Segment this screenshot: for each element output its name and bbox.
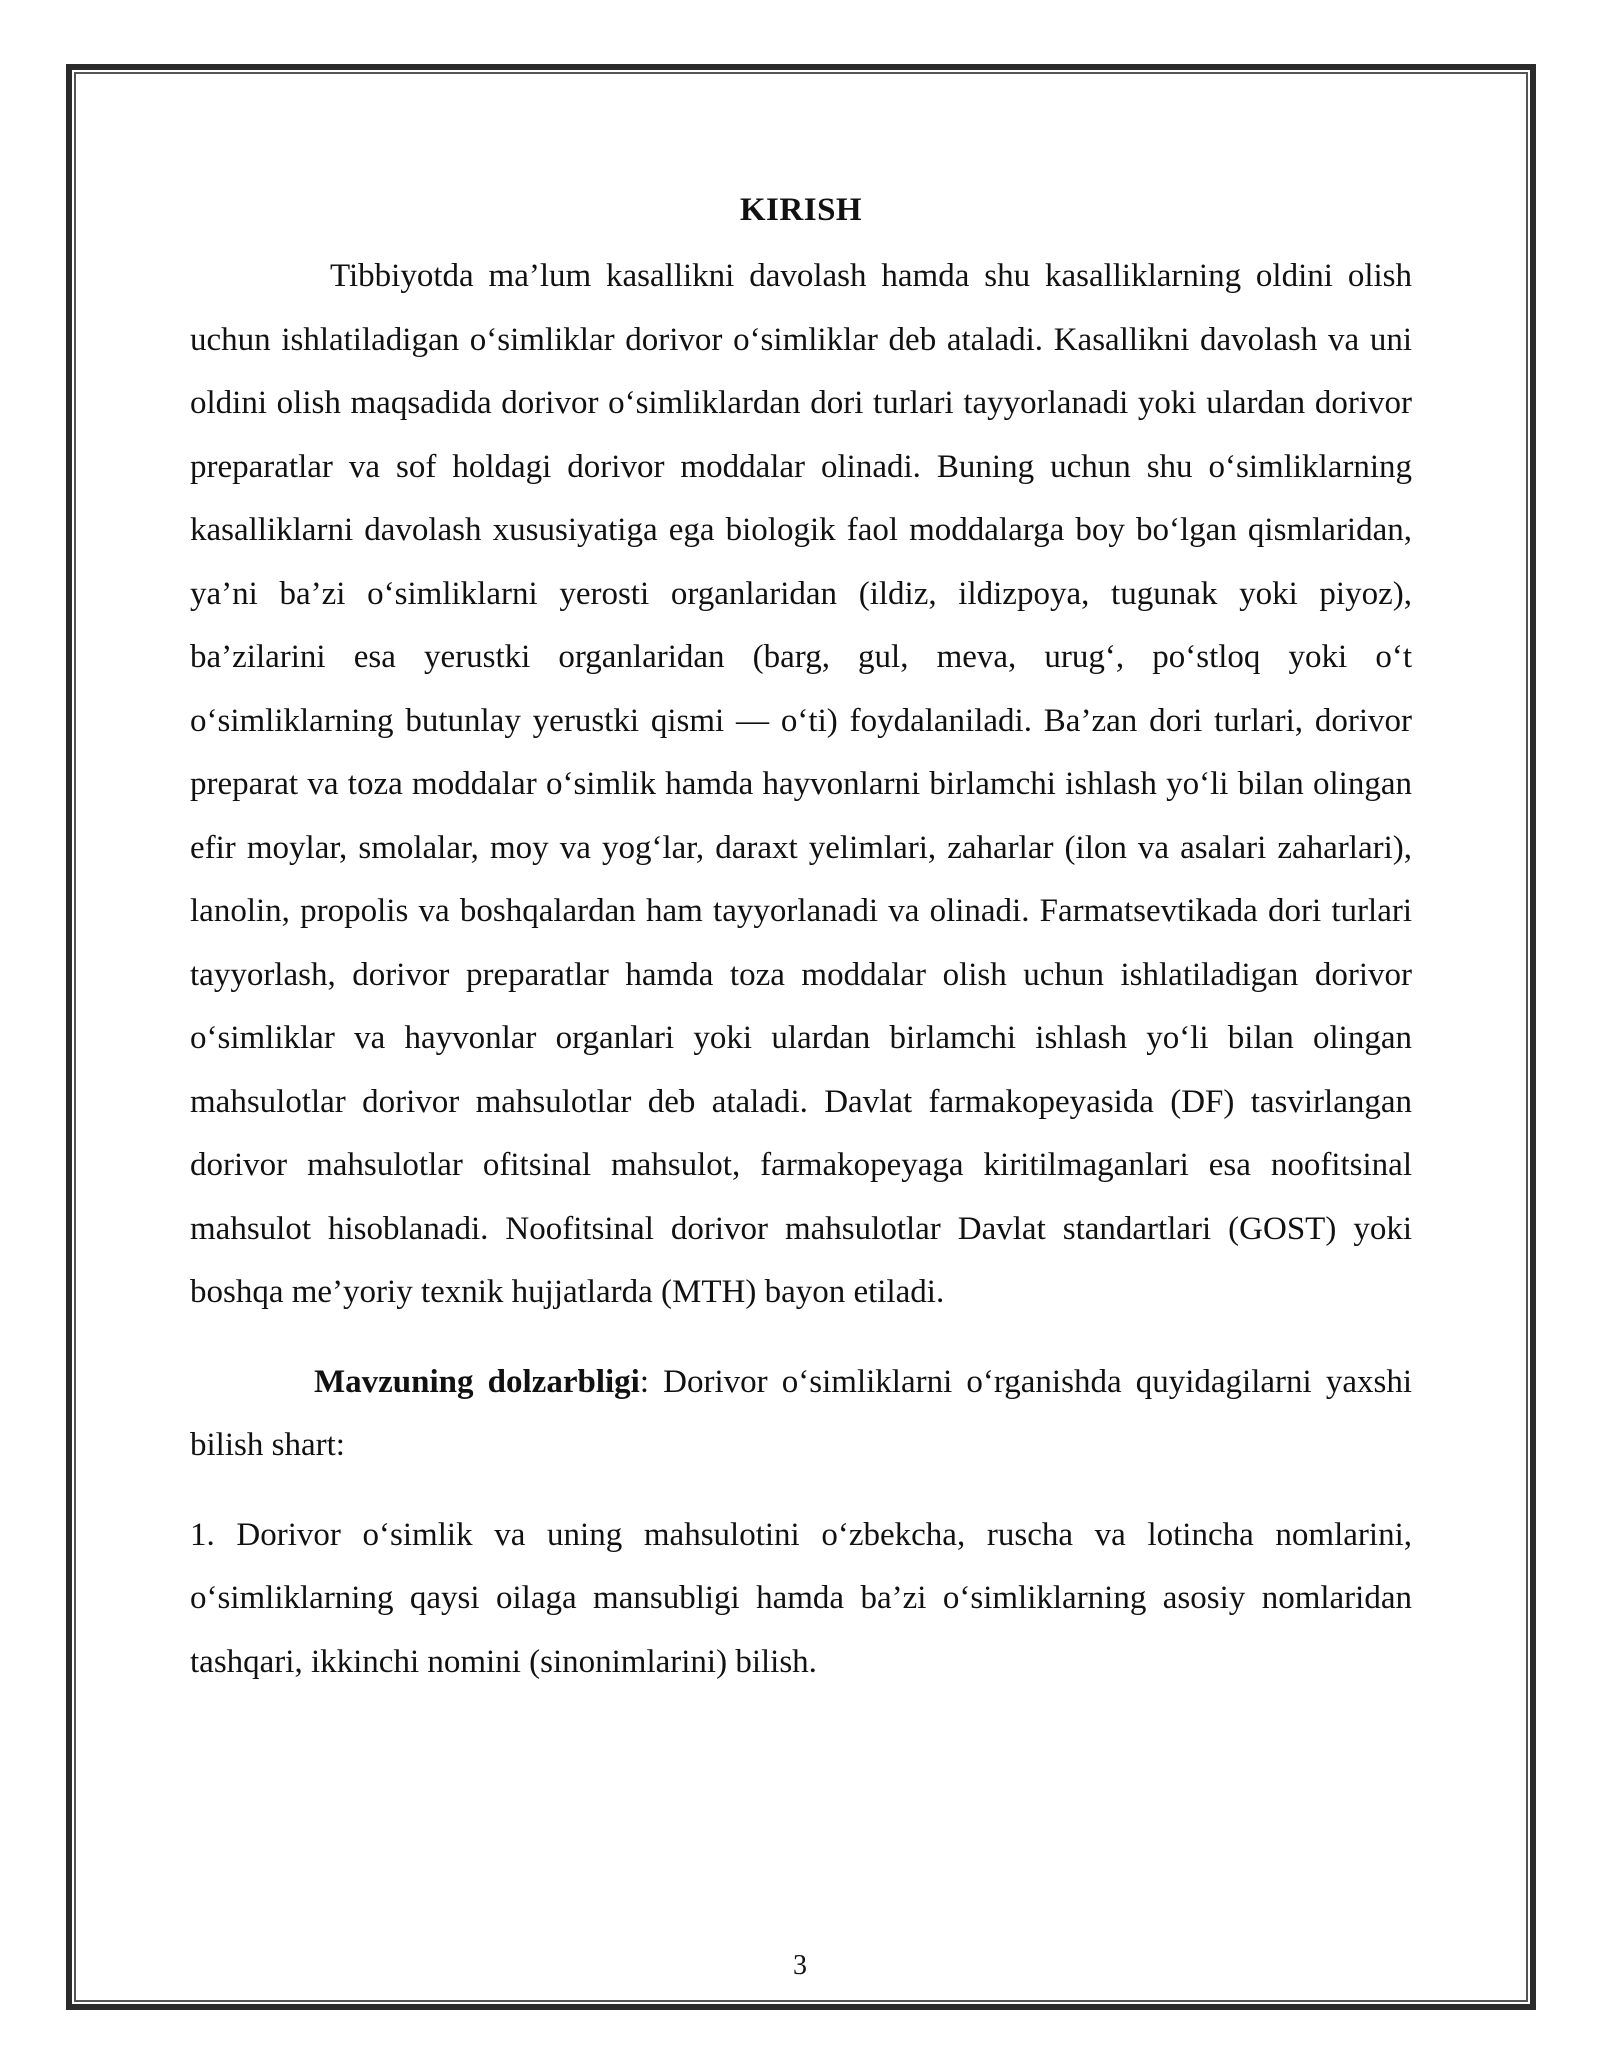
intro-paragraph: Tibbiyotda ma’lum kasallikni davolash hamda shu kasalliklarning oldini olish uchun ishlatiladigan o‘simliklar dorivor o‘simliklar deb ataladi. Kasallikni davolash va uni oldini olish maqsadida dorivor o‘simliklardan dori turlari tayyorlanadi yoki ulardan dorivor preparatlar va sof holdagi dorivor moddalar olinadi. Buning uchun shu o‘simliklarning kasalliklarni davolash xususiyatiga ega biologik faol moddalarga boy bo‘lgan qismlaridan, ya’ni ba’zi o‘simliklarni yerosti organlaridan (ildiz, ildizpoya, tugunak yoki piyoz), ba’zilarini esa yerustki organlaridan (barg, gul, meva, urug‘, po‘stloq yoki o‘t o‘simliklarning butunlay yerustki qismi — o‘ti) foydalaniladi. Ba’zan dori turlari, dorivor preparat va toza moddalar o‘simlik hamda hayvonlarni birlamchi ishlash yo‘li bilan olingan efir moylar, smolalar, moy va yog‘lar, daraxt yelimlari, zaharlar (ilon va asalari zaharlari), lanolin, propolis va boshqalardan ham tayyorlanadi va olinadi. Farmatsevtikada dori turlari tayyorlash, dorivor preparatlar hamda toza moddalar olish uchun ishlatiladigan dorivor o‘simliklar va hayvonlar organlari yoki ulardan birlamchi ishlash yo‘li bilan olingan mahsulotlar dorivor mahsulotlar deb ataladi. Davlat farmakopeyasida (DF) tasvirlangan dorivor mahsulotlar ofitsinal mahsulot, farmakopeyaga kiritilmaganlari esa noofitsinal mahsulot hisoblanadi. Noofitsinal dorivor mahsulotlar Davlat standartlari (GOST) yoki boshqa me’yoriy texnik hujjatlarda (MTH) bayon etiladi.	[190, 258, 1412, 1310]
section-title: KIRISH	[739, 192, 863, 228]
page-number: 3	[793, 1950, 807, 1981]
list-item: 1. Dorivor o‘simlik va uning mahsulotini o‘zbekcha, ruscha va lotincha nomlarini, o‘simliklarning qaysi oilaga mansubligi hamda ba’zi o‘simliklarning asosiy nomlaridan tashqari, ikkinchi nomini (sinonimlarini) bilish.	[190, 1516, 1412, 1680]
paragraph-gap	[190, 1325, 1412, 1351]
page-content	[190, 175, 1412, 1694]
relevance-text: : Dorivor o‘simliklarni o‘rganishda quyidagilarni yaxshi bilish shart:	[190, 1363, 1412, 1463]
relevance-heading: Mavzuning dolzarbligi	[314, 1363, 640, 1400]
relevance-paragraph	[190, 1351, 1412, 1478]
paragraph-gap	[190, 1478, 1412, 1504]
